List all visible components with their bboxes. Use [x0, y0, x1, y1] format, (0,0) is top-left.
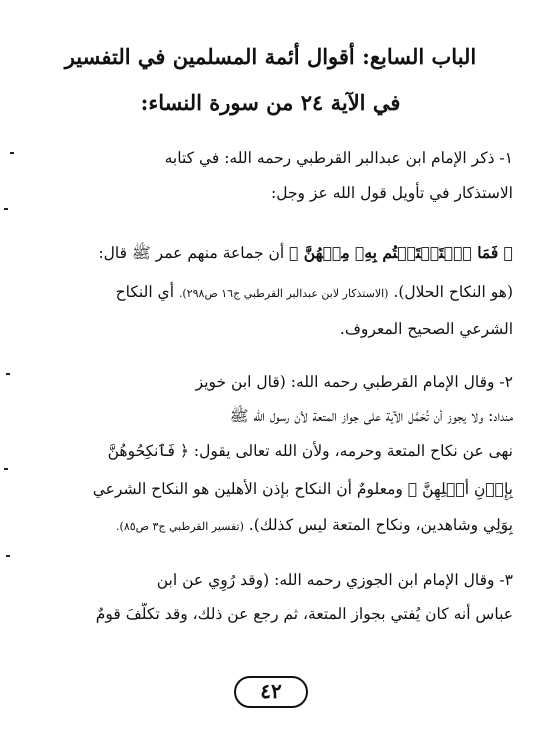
citation-istidhkar: (الاستذكار لابن عبدالبر القرطبي ج١٦ ص٢٩٨).: [178, 287, 389, 300]
paragraph-2-line-5: [24, 514, 513, 538]
margin-mark: [4, 468, 8, 470]
paragraph-2-line-3: نهى عن نكاح المتعة وحرمه، ولأن الله تعالى يقول: ﴿ فَٱنكِحُوهُنَّ: [107, 442, 513, 460]
margin-mark: [6, 555, 10, 557]
definition-line: [24, 281, 513, 305]
paragraph-3-line-1: ٣- وقال الإمام ابن الجوزي رحمه الله: (وقد رُوِي عن ابن: [156, 571, 513, 589]
paragraph-1-line-2: الاستذكار في تأويل قول الله عز وجل:: [271, 184, 513, 202]
paragraph-2-line-4: بِإِذۡنِ أَهۡلِهِنَّ ﴾ ومعلومٌ أن النكاح بإذن الأهلين هو النكاح الشرعي: [92, 480, 513, 498]
paragraph-2-line-2: منداد: ولا يجوز أن تُحَمَّل الآية على جواز المتعة لأن رسول الله ﷺ: [229, 407, 513, 425]
paragraph-3-line-2: عباس أنه كان يُفتي بجواز المتعة، ثم رجع عن ذلك، وقد تكلَّفَ قومٌ: [95, 605, 513, 623]
paragraph-2-line-1: ٢- وقال الإمام القرطبي رحمه الله: (قال ابن خويز: [195, 373, 513, 391]
chapter-title: الباب السابع: أقوال أئمة المسلمين في التفسير: [64, 44, 477, 69]
quran-verse-line: [24, 242, 513, 264]
margin-mark: [4, 208, 8, 210]
paragraph-2-closing: بِوَلِي وشاهدين، ونكاح المتعة ليس كذلك).: [243, 516, 513, 534]
citation-qurtubi: (تفسير القرطبي ج٣ ص٨٥).: [116, 520, 244, 533]
quran-verse: ﴿ فَمَا ٱسۡتَمۡتَعۡتُم بِهِۦ مِنۡهُنَّ ﴾: [289, 243, 513, 262]
definition-tail: أي النكاح: [115, 283, 179, 301]
verse-followup: أن جماعة منهم عمر ﷺ قال:: [98, 244, 290, 262]
definition-quote: (هو النكاح الحلال).: [388, 283, 513, 301]
margin-mark: [6, 373, 10, 375]
chapter-subtitle: في الآية ٢٤ من سورة النساء:: [140, 90, 401, 115]
page-number: ٤٢: [234, 676, 308, 708]
definition-line-2: الشرعي الصحيح المعروف.: [339, 320, 513, 338]
paragraph-1-line-1: ١- ذكر الإمام ابن عبدالبر القرطبي رحمه الله: في كتابه: [164, 149, 513, 167]
margin-mark: [10, 152, 14, 154]
